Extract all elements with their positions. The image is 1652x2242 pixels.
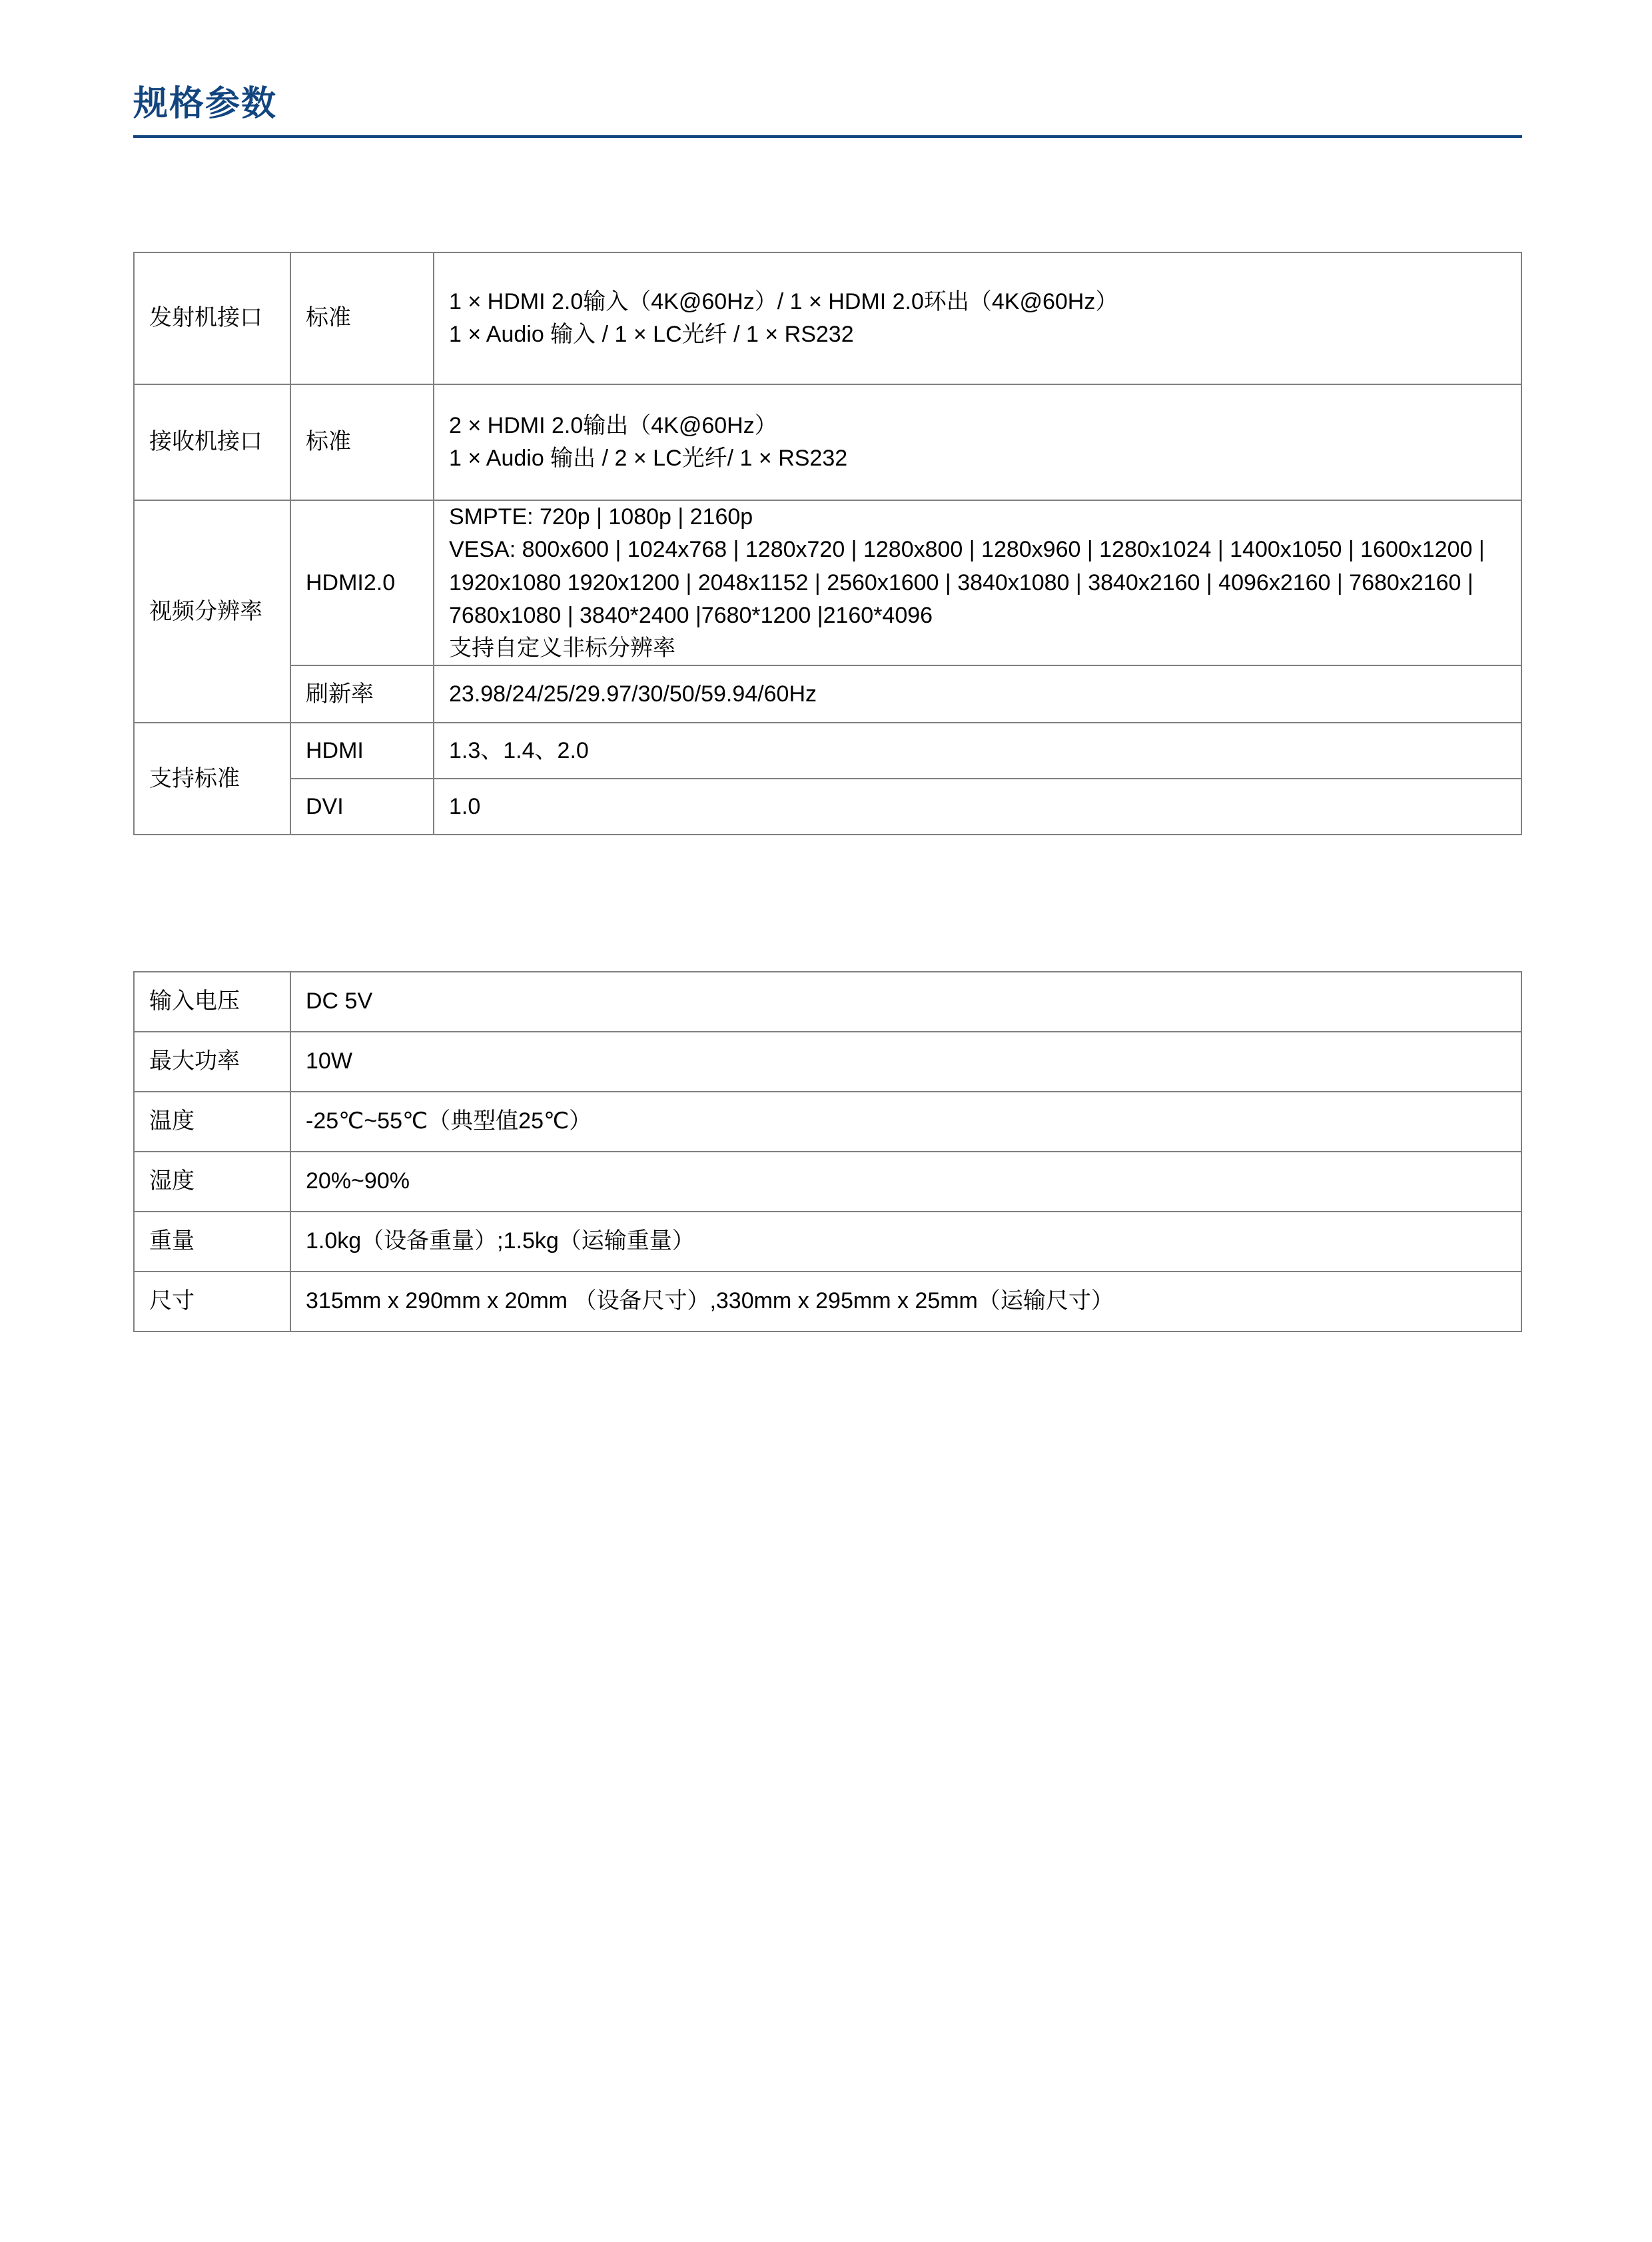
header-divider (133, 135, 1522, 138)
env-row-label: 输入电压 (134, 972, 290, 1032)
table-row (134, 1032, 1521, 1092)
resolution-line-3: 1920x1080 1920x1200 | 2048x1152 | 2560x1600 | 3840x1080 | 3840x2160 | 4096x2160 | 7680x2160 | (449, 569, 1473, 595)
table-row (134, 384, 1521, 500)
row-value-receiver (434, 384, 1521, 500)
row-value-hdmi: 1.3、1.4、2.0 (434, 723, 1521, 779)
row-label-transmitter: 发射机接口 (134, 252, 290, 384)
table-row (134, 1152, 1521, 1212)
resolution-line-1: SMPTE: 720p | 1080p | 2160p (449, 504, 753, 530)
env-row-value: 1.0kg（设备重量）;1.5kg（运输重量） (290, 1212, 1521, 1272)
receiver-line-1: 2 × HDMI 2.0输出（4K@60Hz） (449, 412, 777, 438)
row-value-dvi: 1.0 (434, 779, 1521, 835)
row-sublabel-receiver-standard: 标准 (290, 384, 434, 500)
row-sublabel-refresh-rate: 刷新率 (290, 665, 434, 723)
receiver-line-2: 1 × Audio 输出 / 2 × LC光纤/ 1 × RS232 (449, 446, 848, 471)
row-sublabel-hdmi20: HDMI2.0 (290, 500, 434, 665)
resolution-line-4: 7680x1080 | 3840*2400 |7680*1200 |2160*4096 (449, 602, 933, 628)
env-row-label: 尺寸 (134, 1272, 290, 1331)
env-row-label: 温度 (134, 1092, 290, 1152)
row-label-video-resolution: 视频分辨率 (134, 500, 290, 723)
page-title: 规格参数 (133, 85, 278, 123)
env-row-value: 315mm x 290mm x 20mm （设备尺寸）,330mm x 295mm x 25mm（运输尺寸） (290, 1272, 1521, 1331)
table-row (134, 1272, 1521, 1331)
table-row (134, 779, 1521, 835)
row-sublabel-transmitter-standard: 标准 (290, 252, 434, 384)
env-row-label: 重量 (134, 1212, 290, 1272)
table-row (134, 665, 1521, 723)
table-row (134, 1092, 1521, 1152)
row-value-video-resolution (434, 500, 1521, 665)
transmitter-line-2: 1 × Audio 输入 / 1 × LC光纤 / 1 × RS232 (449, 322, 854, 347)
table-row (134, 972, 1521, 1032)
environment-spec-table (133, 971, 1522, 1332)
row-value-refresh-rate: 23.98/24/25/29.97/30/50/59.94/60Hz (434, 665, 1521, 723)
env-row-value: -25℃~55℃（典型值25℃） (290, 1092, 1521, 1152)
main-spec-table (133, 252, 1522, 835)
row-value-transmitter (434, 252, 1521, 384)
table-row (134, 252, 1521, 384)
table-row (134, 1212, 1521, 1272)
env-row-value: 20%~90% (290, 1152, 1521, 1212)
row-label-supported-standards: 支持标准 (134, 723, 290, 835)
row-sublabel-hdmi: HDMI (290, 723, 434, 779)
env-row-label: 最大功率 (134, 1032, 290, 1092)
resolution-line-5: 支持自定义非标分辨率 (449, 635, 675, 661)
env-row-value: DC 5V (290, 972, 1521, 1032)
table-row (134, 723, 1521, 779)
row-sublabel-dvi: DVI (290, 779, 434, 835)
env-row-value: 10W (290, 1032, 1521, 1092)
page-header (133, 85, 1522, 138)
env-row-label: 湿度 (134, 1152, 290, 1212)
row-label-receiver: 接收机接口 (134, 384, 290, 500)
table-row (134, 500, 1521, 665)
resolution-line-2: VESA: 800x600 | 1024x768 | 1280x720 | 1280x800 | 1280x960 | 1280x1024 | 1400x1050 | 1600x1200 | (449, 537, 1485, 563)
transmitter-line-1: 1 × HDMI 2.0输入（4K@60Hz）/ 1 × HDMI 2.0环出（4K@60Hz） (449, 288, 1118, 314)
